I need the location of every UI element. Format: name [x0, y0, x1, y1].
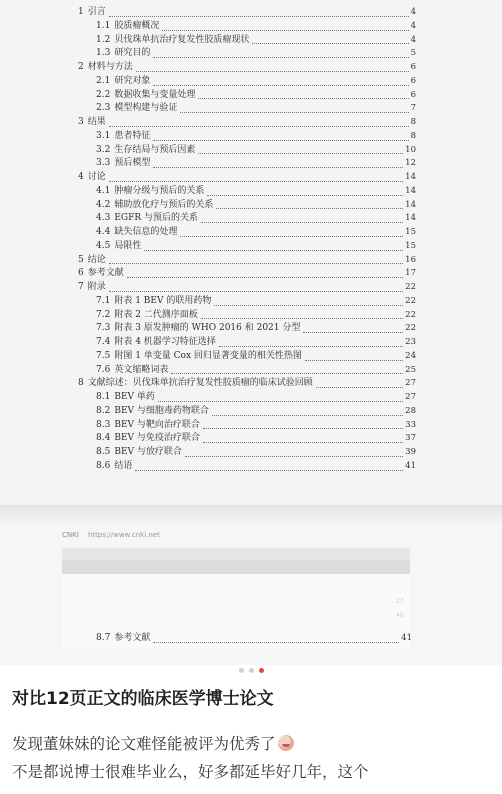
- toc-entry-page: 4: [410, 7, 416, 17]
- toc-entry-page: 4: [410, 20, 416, 31]
- toc-entry-title: 贝伐珠单抗治疗复发性胶质瘤现状: [114, 34, 250, 45]
- toc-entry-title: 引言: [87, 7, 106, 17]
- toc-leader: [135, 470, 403, 471]
- toc-entry: [78, 322, 416, 336]
- toc-entry: [78, 267, 416, 281]
- toc-entry-page: 7: [410, 103, 416, 114]
- cnki-url: https://www.cnki.net: [88, 531, 160, 539]
- toc-entry: [78, 226, 416, 240]
- toc-entry-title: EGFR 与预后的关系: [114, 213, 198, 224]
- toc-entry: [78, 157, 416, 171]
- toc-entry-number: 3.1: [96, 130, 111, 141]
- toc-entry-page: 17: [405, 268, 416, 279]
- toc-entry: [78, 89, 416, 103]
- toc-leader: [158, 401, 403, 402]
- toc-leader: [212, 415, 403, 416]
- toc-entry-number: 1: [78, 7, 84, 17]
- toc-entry-number: 8.4: [96, 433, 111, 444]
- toc-entry: [78, 460, 416, 474]
- toc-leader: [201, 222, 403, 223]
- faint-page-mark: 27: [396, 598, 404, 605]
- toc-entry-page: 6: [410, 62, 416, 72]
- toc-entry-page: 37: [405, 433, 416, 444]
- toc-entry-page: 41: [401, 633, 412, 643]
- toc-entry-title: 胶质瘤概况: [114, 20, 160, 31]
- carousel-dot[interactable]: [249, 668, 254, 673]
- toc-entry: [78, 144, 416, 158]
- toc-entry: [78, 185, 416, 199]
- toc-entry-number: 4.1: [96, 185, 111, 196]
- toc-leader: [180, 112, 408, 113]
- toc-entry-number: 1.3: [96, 48, 111, 59]
- toc-entry-number: 4.4: [96, 227, 111, 237]
- toc-entry-title: 肿瘤分级与预后的关系: [114, 185, 205, 196]
- toc-entry-number: 2.2: [96, 89, 111, 100]
- toc-entry: [78, 199, 416, 213]
- toc-leader: [109, 181, 403, 182]
- toc-leader: [109, 263, 403, 264]
- toc-entry-title: 英文缩略词表: [114, 364, 169, 375]
- toc-leader: [144, 250, 403, 251]
- toc-entry-page: 27: [405, 392, 416, 402]
- toc-entry: [78, 254, 416, 268]
- toc-entry-title: 结语: [114, 460, 133, 471]
- toc-entry-number: 7.4: [96, 337, 111, 347]
- toc-entry-title: 讨论: [87, 172, 106, 182]
- toc-entry: [78, 102, 416, 116]
- toc-entry: [78, 281, 416, 295]
- toc-entry-page: 14: [405, 172, 416, 182]
- toc-entry-number: 4: [78, 172, 84, 182]
- toc-entry-number: 7: [78, 282, 84, 292]
- toc-entry: [78, 432, 416, 446]
- toc-leader: [180, 236, 403, 237]
- toc-entry-title: 附录: [87, 282, 106, 292]
- toc-entry-number: 7.3: [96, 323, 111, 334]
- carousel-dot[interactable]: [239, 668, 244, 673]
- toc-entry-number: 1.1: [96, 20, 111, 31]
- toc-entry-page: 22: [405, 309, 416, 320]
- toc-entry: [78, 61, 416, 75]
- toc-entry-page: 6: [410, 89, 416, 100]
- toc-entry-title: 结果: [87, 117, 106, 127]
- toc-entry-title: 患者特征: [114, 130, 151, 141]
- toc-entry-page: 22: [405, 295, 416, 306]
- toc-entry-title: 附表 1 BEV 的联用药物: [114, 295, 212, 306]
- toc-leader: [153, 85, 408, 86]
- toc-entry-title: BEV 与靶向治疗联合: [114, 419, 200, 430]
- toc-entry: [78, 405, 416, 419]
- toc-entry-page: 8: [410, 130, 416, 141]
- toc-entry-title: 附图 1 单变量 Cox 回归显著变量的相关性热图: [114, 350, 302, 361]
- toc-entry: [78, 212, 416, 226]
- toc-entry-page: 33: [405, 419, 416, 430]
- toc-entry-title: 附表 2 二代测序面板: [114, 309, 198, 320]
- toc-entry-number: 8: [78, 378, 84, 389]
- toc-entry-title: BEV 与细胞毒药物联合: [114, 405, 209, 416]
- toc-entry: [78, 130, 416, 144]
- emoji-icon: [278, 735, 294, 751]
- toc-entry-page: 14: [405, 213, 416, 224]
- toc-leader: [153, 642, 399, 643]
- toc-entry: [78, 336, 416, 350]
- toc-entry-number: 4.2: [96, 199, 111, 210]
- toc-entry: [78, 6, 416, 20]
- toc-leader: [109, 126, 409, 127]
- toc-leader: [207, 195, 403, 196]
- post-text-line-2: 不是都说博士很难毕业么，好多都延毕好几年，这个: [12, 763, 369, 781]
- toc-entry-title: 参考文献: [114, 633, 151, 643]
- toc-leader: [136, 71, 409, 72]
- toc-entry-title: 附表 4 机器学习特征选择: [114, 337, 216, 347]
- toc-leader: [109, 291, 403, 292]
- toc-entry-page: 5: [410, 48, 416, 59]
- toc-entry-number: 2.1: [96, 75, 111, 86]
- toc-leader: [203, 428, 403, 429]
- toc-entry-title: BEV 与免疫治疗联合: [114, 433, 200, 444]
- toc-entry-number: 8.7: [96, 633, 111, 643]
- toc-entry-number: 4.5: [96, 240, 111, 251]
- faint-page-mark: 40: [396, 612, 404, 619]
- toc-entry-number: 6: [78, 268, 84, 279]
- toc-entry-number: 8.6: [96, 460, 111, 471]
- toc-entry-page: 28: [405, 405, 416, 416]
- toc-entry-title: BEV 单药: [114, 392, 155, 402]
- toc-entry-title: 局限性: [114, 240, 142, 251]
- toc-entry-title: 研究目的: [114, 48, 151, 59]
- toc-entry: [78, 309, 416, 323]
- toc-entry-page: 22: [405, 323, 416, 334]
- toc-entry-number: 8.5: [96, 447, 111, 457]
- toc-entry-page: 39: [405, 447, 416, 457]
- toc-entry-number: 5: [78, 254, 84, 265]
- toc-leader: [201, 318, 403, 319]
- toc-entry-number: 2.3: [96, 103, 111, 114]
- toc-entry-page: 16: [405, 254, 416, 265]
- toc-entry-title: 缺失信息的处理: [114, 227, 178, 237]
- toc-leader: [203, 442, 403, 443]
- toc-entry-number: 8.2: [96, 405, 111, 416]
- page-shadow: [0, 505, 502, 525]
- toc-entry-page: 6: [410, 75, 416, 86]
- toc-entry: [78, 47, 416, 61]
- toc-leader: [214, 305, 403, 306]
- toc-entry-number: 3: [78, 117, 84, 127]
- toc-leader: [316, 387, 403, 388]
- toc-leader: [153, 167, 403, 168]
- toc-entry-page: 10: [405, 144, 416, 155]
- toc-entry: [78, 377, 416, 391]
- toc-entry-number: 8.3: [96, 419, 111, 430]
- toc-leader: [219, 346, 403, 347]
- toc-entry-number: 8.1: [96, 392, 111, 402]
- toc-leader: [185, 456, 403, 457]
- toc-entry-page: 4: [410, 34, 416, 45]
- toc-entry-page: 27: [405, 378, 416, 389]
- table-of-contents: [78, 6, 416, 474]
- toc-entry-page: 14: [405, 199, 416, 210]
- toc-leader: [303, 332, 403, 333]
- toc-entry-page: 15: [405, 240, 416, 251]
- cnki-label: CNKI: [62, 531, 79, 539]
- toc-entry-title: 预后模型: [114, 158, 151, 169]
- toc-leader: [153, 57, 408, 58]
- toc-leader: [162, 30, 408, 31]
- carousel-indicator: [0, 668, 502, 673]
- toc-entry: [78, 350, 416, 364]
- toc-entry-page: 15: [405, 227, 416, 237]
- toc-leader: [171, 373, 403, 374]
- post-text: 发现董妹妹的论文难怪能被评为优秀了: [12, 735, 276, 753]
- toc-leader: [198, 153, 403, 154]
- toc-entry-page: 23: [405, 337, 416, 347]
- toc-entry-title: 参考文献: [87, 268, 124, 279]
- toc-entry-number: 2: [78, 62, 84, 72]
- toc-entry-number: 7.5: [96, 350, 111, 361]
- carousel-dot[interactable]: [259, 668, 264, 673]
- toc-leader: [127, 277, 403, 278]
- toc-leader: [305, 360, 403, 361]
- toc-entry-title: 附表 3 原发肿瘤的 WHO 2016 和 2021 分型: [114, 323, 301, 334]
- toc-leader: [109, 16, 409, 17]
- toc-entry-number: 3.2: [96, 144, 111, 155]
- toc-entry-title: 材料与方法: [87, 62, 133, 72]
- post-text-line-1: [12, 732, 502, 756]
- toc-entry-number: 7.1: [96, 295, 111, 306]
- toc-entry-number: 7.6: [96, 364, 111, 375]
- toc-entry-title: 模型构建与验证: [114, 103, 178, 114]
- toc-entry: [78, 419, 416, 433]
- toc-entry: [78, 34, 416, 48]
- toc-leader: [252, 43, 408, 44]
- toc-entry-number: 4.3: [96, 213, 111, 224]
- toc-entry-page: 24: [405, 350, 416, 361]
- toc-leader: [216, 208, 403, 209]
- toc-entry-title: 研究对象: [114, 75, 151, 86]
- post-caption: 对比12页正文的临床医学博士论文: [12, 689, 274, 709]
- toc-entry: [78, 171, 416, 185]
- toc-entry-title: BEV 与放疗联合: [114, 447, 182, 457]
- toc-entry-title: 文献综述：贝伐珠单抗治疗复发性胶质瘤的临床试验回顾: [87, 378, 313, 389]
- toc-entry-page: 8: [410, 117, 416, 127]
- toc-entry: [78, 20, 416, 34]
- toc-entry-page: 22: [405, 282, 416, 292]
- toc-entry-page: 25: [405, 364, 416, 375]
- toc-last-entry: [96, 632, 412, 646]
- toc-entry-page: 12: [405, 158, 416, 169]
- toc-entry: [78, 446, 416, 460]
- toc-entry: [78, 391, 416, 405]
- toc-entry: [78, 240, 416, 254]
- toc-entry-number: 3.3: [96, 158, 111, 169]
- page-separator-shadow: [62, 560, 410, 574]
- toc-entry-number: 7.2: [96, 309, 111, 320]
- toc-entry-page: 14: [405, 185, 416, 196]
- toc-entry: [78, 364, 416, 378]
- toc-entry-title: 辅助放化疗与预后的关系: [114, 199, 214, 210]
- toc-entry: [78, 116, 416, 130]
- toc-entry-title: 数据收集与变量处理: [114, 89, 196, 100]
- toc-entry-title: 结论: [87, 254, 106, 265]
- toc-entry: [78, 75, 416, 89]
- toc-entry-number: 1.2: [96, 34, 111, 45]
- toc-leader: [153, 140, 408, 141]
- toc-leader: [198, 98, 408, 99]
- toc-entry-title: 生存结局与预后因素: [114, 144, 196, 155]
- toc-entry-page: 41: [405, 460, 416, 471]
- toc-entry: [78, 295, 416, 309]
